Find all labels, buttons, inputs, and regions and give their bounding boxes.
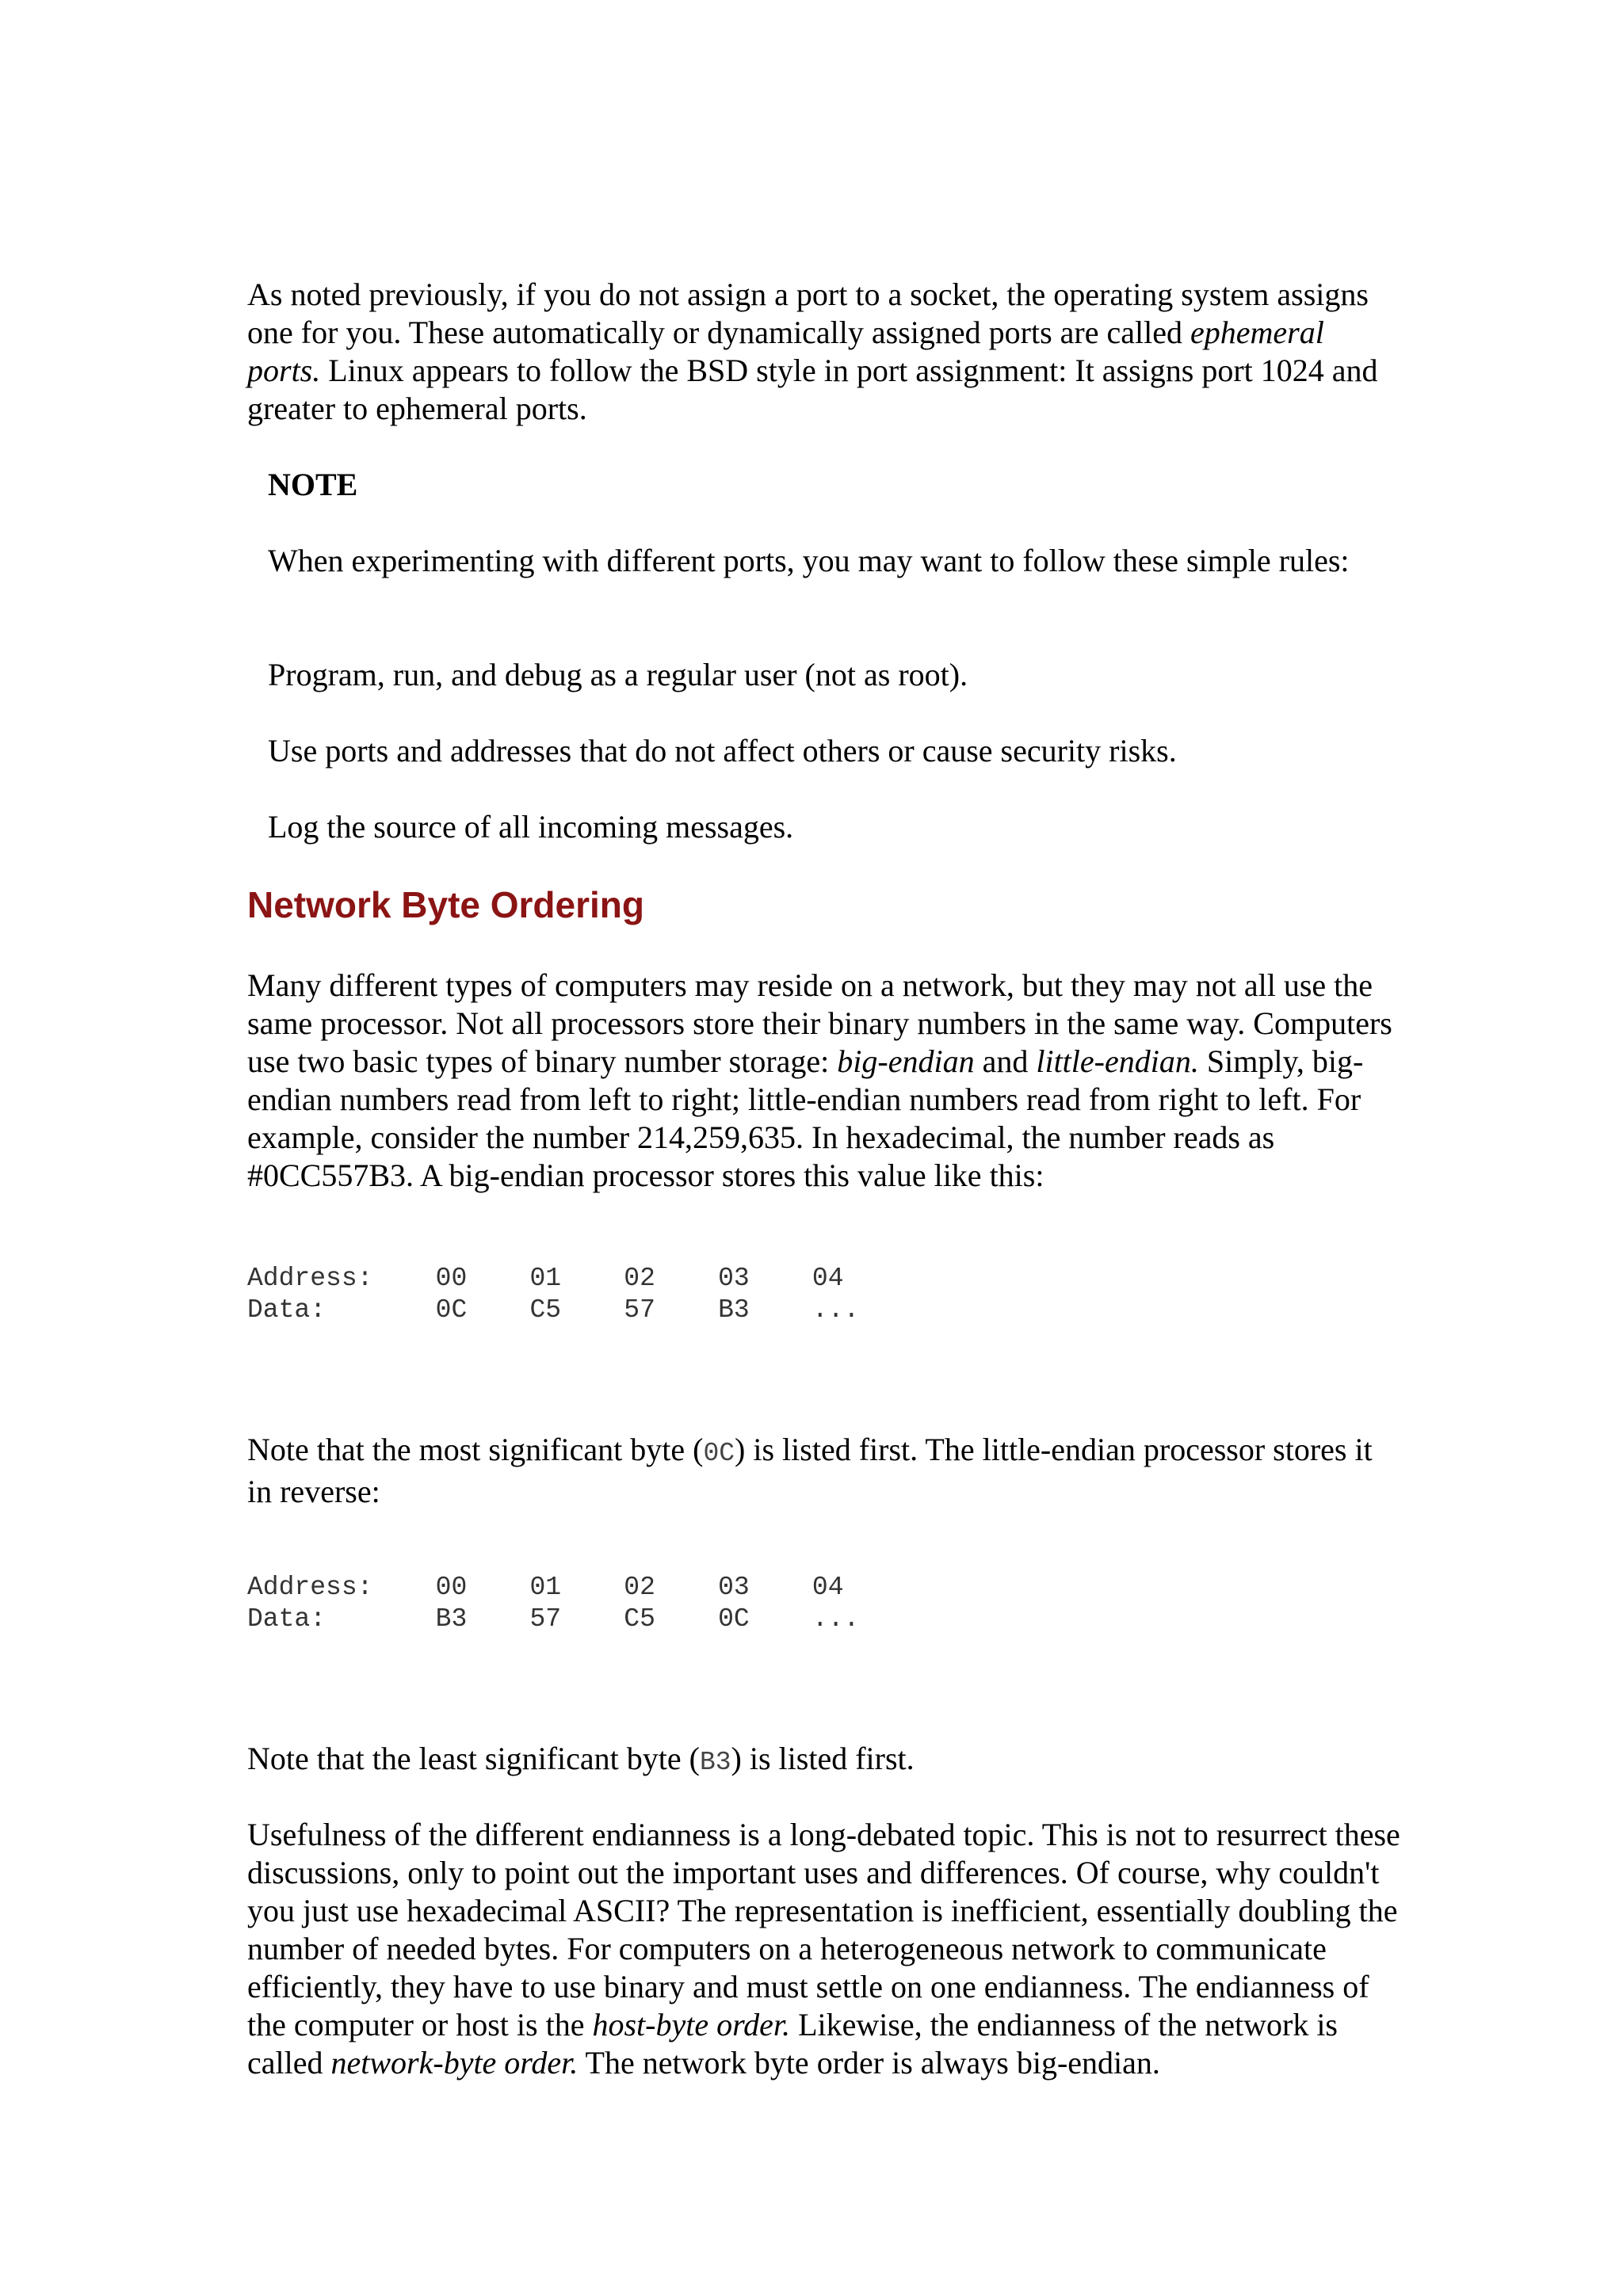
most-significant-paragraph — [247, 1431, 1404, 1511]
note-box — [268, 466, 1393, 504]
note-title: NOTE — [268, 467, 358, 502]
note-rule-1: Program, run, and debug as a regular user (not as root). — [268, 657, 968, 692]
para2-text-1: Note that the most significant byte ( — [247, 1432, 704, 1467]
host-byte-order-term: host-byte order. — [592, 2007, 791, 2042]
para2-text-2: ) is listed first. The little-endian processor stores it in reverse: — [247, 1432, 1373, 1509]
byte-order-paragraph — [247, 1816, 1404, 2082]
big-endian-code-block: Address: 00 01 02 03 04 Data: 0C C5 57 B3 ... — [247, 1264, 860, 1325]
little-endian-code-block: Address: 00 01 02 03 04 Data: B3 57 C5 0C ... — [247, 1573, 860, 1634]
network-byte-order-term: network-byte order. — [330, 2045, 579, 2081]
note-rule-3: Log the source of all incoming messages. — [268, 809, 794, 845]
para3-text-1: Note that the least significant byte ( — [247, 1741, 700, 1776]
para3-text-2: ) is listed first. — [731, 1741, 915, 1776]
intro-text-2: Linux appears to follow the BSD style in port assignment: It assigns port 1024 and greater to ephemeral ports. — [247, 353, 1378, 426]
section-heading: Network Byte Ordering — [247, 884, 644, 925]
intro-text-1: As noted previously, if you do not assign a port to a socket, the operating system assigns one for you. These automatically or dynamically assigned ports are called — [247, 277, 1369, 350]
para4-text-3: The network byte order is always big-endian. — [578, 2045, 1160, 2081]
least-significant-paragraph — [247, 1740, 1404, 1782]
note-lead: When experimenting with different ports, you may want to follow these simple rules: — [268, 543, 1350, 578]
note-rule-2: Use ports and addresses that do not affect others or cause security risks. — [268, 733, 1177, 769]
intro-paragraph — [247, 276, 1404, 428]
little-endian-term: little-endian. — [1036, 1043, 1199, 1079]
para4-text-2: Likewise, the endianness of the network is called — [247, 2007, 1338, 2081]
big-endian-term: big-endian — [837, 1043, 975, 1079]
inline-code-0c: 0C — [703, 1439, 735, 1468]
para1-text-2: and — [974, 1043, 1037, 1079]
inline-code-b3: B3 — [699, 1748, 731, 1777]
endianness-intro-paragraph — [247, 967, 1404, 1195]
para4-text-1: Usefulness of the different endianness is a long-debated topic. This is not to resurrect these discussions, only to point out the important uses and differences. Of course, why couldn't you just use hexadecimal ASCII? The representation is inefficient, essentially doubling the number of needed bytes. For computers on a heterogeneous network to communicate efficiently, they have to use binary and must settle on one endianness. The endianness of the computer or host is the — [247, 1817, 1400, 2042]
ephemeral-ports-term: ephemeral ports. — [247, 315, 1324, 388]
para1-text-3: Simply, big-endian numbers read from left to right; little-endian numbers read from right to left. For example, consider the number 214,259,635. In hexadecimal, the number reads as #0CC557B3. A big-endian processor stores this value like this: — [247, 1043, 1364, 1193]
para1-text-1: Many different types of computers may reside on a network, but they may not all use the same processor. Not all processors store their binary numbers in the same way. Computers use two basic types of binary number storage: — [247, 967, 1392, 1079]
